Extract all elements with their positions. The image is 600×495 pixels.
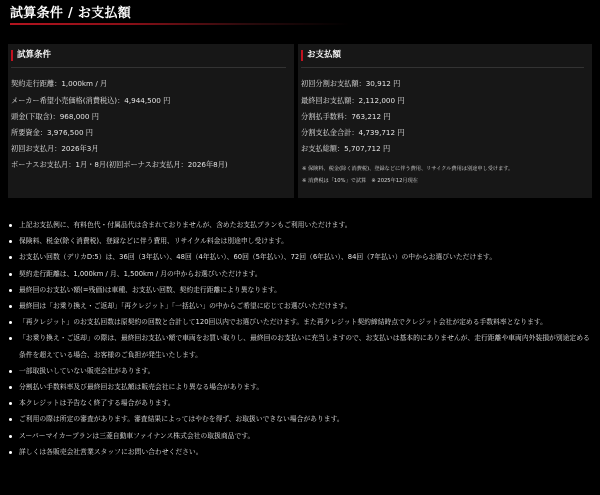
bullet-icon (9, 418, 12, 421)
list-item (0, 233, 600, 249)
bullet-icon (9, 273, 12, 276)
payment-note-fees: ※ 保険料、税金(除く消費税)、登録などに伴う費用、リサイクル費用は別途申し受けます。 (302, 166, 514, 172)
list-item (0, 411, 600, 427)
notice-text: スーパーマイカープランは三菱自動車ファイナンス株式会社の取扱商品です。 (19, 431, 255, 440)
list-item (0, 330, 600, 362)
conditions-panel (8, 44, 294, 198)
condition-required-funds: 所要資金：3,976,500 円 (11, 128, 93, 137)
bullet-icon (9, 305, 12, 308)
list-item (0, 282, 600, 298)
bullet-icon (9, 289, 12, 292)
list-item (0, 379, 600, 395)
payments-heading: お支払額 (301, 50, 341, 61)
payment-fee: 分割払手数料：763,212 円 (301, 112, 391, 121)
notice-text: 分割払い手数料率及び最終回お支払額は販売会社により異なる場合があります。 (19, 383, 264, 392)
payment-final: 最終回お支払額：2,112,000 円 (301, 96, 405, 105)
notice-text: 詳しくは各販売会社営業スタッフにお問い合わせください。 (19, 447, 203, 456)
notice-text: お支払い回数（デリカD:5）は、36回（3年払い）、48回（4年払い）、60回（5年払い）、72回（6年払い）、84回（7年払い）の中からお選びいただけます。 (19, 253, 497, 262)
title-divider (10, 23, 350, 25)
payment-grand-total: お支払総額：5,707,712 円 (301, 144, 391, 153)
payment-installment-total: 分割支払金合計：4,739,712 円 (301, 128, 405, 137)
payment-note-tax: ※ 消費税は「10%」で試算 ※ 2025年12月現在 (302, 178, 418, 184)
notice-text: 「再クレジット」のお支払回数は原契約の回数と合計して120回以内でお選びいただけます。また再クレジット契約締結時点でクレジット会社が定める手数料率となります。 (19, 318, 547, 327)
notice-text: 保険料、税金(除く消費税)、登録などに伴う費用、リサイクル料金は別途申し受けます。 (19, 237, 288, 246)
list-item (0, 314, 600, 330)
list-item (0, 444, 600, 460)
notice-text: 最終回のお支払い額(=残価)は車種、お支払い回数、契約走行距離により異なります。 (19, 285, 281, 294)
list-item (0, 249, 600, 265)
bullet-icon (9, 321, 12, 324)
bullet-icon (9, 435, 12, 438)
bullet-icon (9, 402, 12, 405)
bullet-icon (9, 370, 12, 373)
payments-divider (301, 67, 584, 68)
list-item (0, 266, 600, 282)
list-item (0, 298, 600, 314)
notice-text: 契約走行距離は、1,000km / 月、1,500km / 月の中からお選びいただけます。 (19, 269, 262, 278)
bullet-icon (9, 451, 12, 454)
notice-text: 「お乗り換え・ご返却」の際は、最終回お支払い額で車両をお買い取りし、最終回のお支払いに充当しますので、お支払いは基本的にありませんが、走行距離や車両内外装損が別途定める条件を超えている場合、お客様のご負担が発生いたします。 (19, 334, 590, 359)
notice-text: ご利用の際は所定の審査があります。審査結果によってはやむを得ず、お取扱いできない場合があります。 (19, 415, 344, 424)
list-item (0, 217, 600, 233)
notice-text: 一部取扱いしていない販売会社があります。 (19, 366, 155, 375)
notice-text: 最終回は「お乗り換え・ご返却」「再クレジット」「一括払い」の中からご希望に応じてお選びいただけます。 (19, 302, 352, 311)
notice-text: 本クレジットは予告なく終了する場合があります。 (19, 399, 175, 408)
conditions-divider (11, 67, 286, 68)
bullet-icon (9, 337, 12, 340)
page-title: 試算条件 / お支払額 (10, 6, 132, 21)
list-item (0, 395, 600, 411)
conditions-heading: 試算条件 (11, 50, 51, 61)
condition-down-payment: 頭金(下取含)：968,000 円 (11, 112, 99, 121)
bullet-icon (9, 240, 12, 243)
bullet-icon (9, 386, 12, 389)
bullet-icon (9, 256, 12, 259)
condition-msrp: メーカー希望小売価格(消費税込)：4,944,500 円 (11, 96, 171, 105)
bullet-icon (9, 224, 12, 227)
list-item (0, 363, 600, 379)
condition-first-payment-month: 初回お支払月：2026年3月 (11, 144, 99, 153)
notice-text: 上記お支払例に、有料色代・付属品代は含まれておりませんが、含めたお支払プランもご利用いただけます。 (19, 221, 352, 229)
condition-bonus-months: ボーナスお支払月：1月・8月(初回ボーナスお支払月：2026年8月) (11, 160, 228, 169)
payments-panel (298, 44, 592, 198)
list-item (0, 428, 600, 444)
notice-list (0, 217, 600, 460)
condition-mileage: 契約走行距離：1,000km / 月 (11, 79, 108, 88)
payment-first-installment: 初回分割お支払額：30,912 円 (301, 79, 401, 88)
